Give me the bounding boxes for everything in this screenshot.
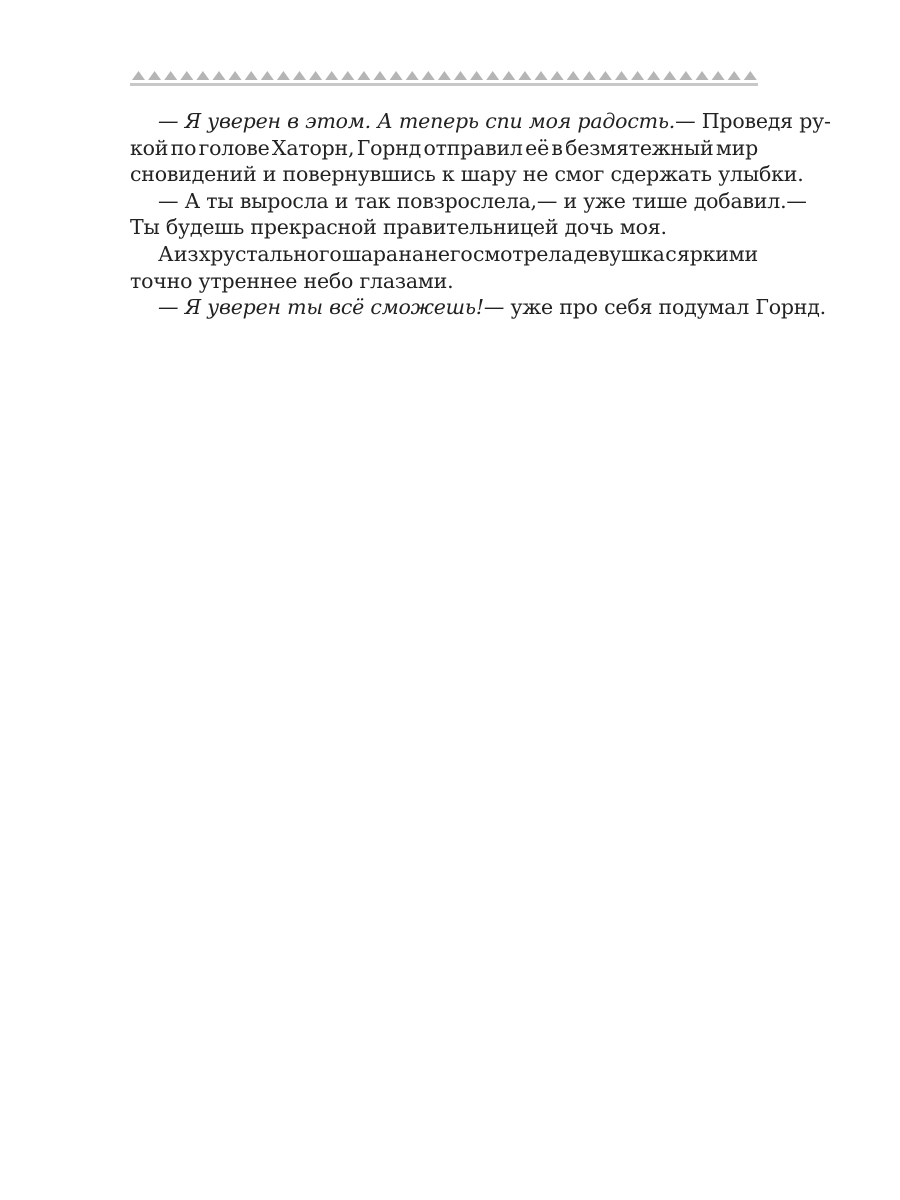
paragraph-1 <box>130 108 831 188</box>
ornament-triangle <box>341 71 354 80</box>
word: него <box>424 241 473 266</box>
ornament-triangle <box>567 71 580 80</box>
word: в <box>551 135 563 160</box>
ornament-triangle <box>357 71 370 80</box>
ornament-triangle <box>293 71 306 80</box>
ornament-triangle <box>325 71 338 80</box>
ornament-triangle <box>744 71 757 80</box>
word: на <box>398 241 424 266</box>
ornament-triangle <box>631 71 644 80</box>
ornament-triangle <box>551 71 564 80</box>
body-text <box>130 108 831 321</box>
ornament-triangle <box>679 71 692 80</box>
word: смотрела <box>473 241 574 266</box>
ornament-triangle <box>615 71 628 80</box>
word: мир <box>715 135 758 160</box>
word: по <box>170 135 197 160</box>
ornament-triangle <box>180 71 193 80</box>
word: из <box>173 241 199 266</box>
text-line <box>130 241 758 268</box>
ornament-line <box>130 83 758 86</box>
word: яркими <box>677 241 758 266</box>
word: девушка <box>573 241 665 266</box>
ornament-triangle <box>245 71 258 80</box>
ornament-divider <box>130 68 758 92</box>
text-line-content: — А ты выросла и так повзрослела,— и уже тише добавил.— <box>158 188 807 213</box>
ornament-triangle <box>277 71 290 80</box>
text-line <box>130 135 758 162</box>
word: с <box>665 241 677 266</box>
ornament-triangle <box>518 71 531 80</box>
word: А <box>158 241 174 266</box>
ornament-triangle <box>309 71 322 80</box>
word: Горнд <box>356 135 422 160</box>
ornament-triangle <box>229 71 242 80</box>
text-line <box>130 188 807 215</box>
text-line: точно утреннее небо глазами. <box>130 268 454 293</box>
ornament-triangle <box>132 71 145 80</box>
triangle-row <box>132 71 757 80</box>
ornament-triangle <box>196 71 209 80</box>
text-line <box>130 108 831 135</box>
italic-speech: — Я уверен в этом. А теперь спи моя радость. <box>158 109 676 133</box>
paragraph-3 <box>130 241 758 294</box>
ornament-triangle <box>486 71 499 80</box>
ornament-triangle <box>148 71 161 80</box>
paragraph-2 <box>130 188 807 241</box>
ornament-triangle <box>647 71 660 80</box>
word: безмятежный <box>565 135 714 160</box>
word: кой <box>130 135 169 160</box>
word: голове <box>198 135 270 160</box>
italic-speech: — Я уверен ты всё сможешь! <box>158 295 484 320</box>
word: шара <box>342 241 398 266</box>
ornament-triangle <box>599 71 612 80</box>
ornament-triangle <box>390 71 403 80</box>
ornament-triangle <box>696 71 709 80</box>
ornament-triangle <box>535 71 548 80</box>
ornament-triangle <box>502 71 515 80</box>
word: её <box>525 135 550 160</box>
word: Хаторн, <box>271 135 355 160</box>
word: отправил <box>423 135 523 160</box>
ornament-triangle <box>164 71 177 80</box>
ornament-triangle <box>438 71 451 80</box>
ornament-triangle <box>422 71 435 80</box>
ornament-triangle <box>712 71 725 80</box>
ornament-triangle <box>454 71 467 80</box>
paragraph-4 <box>130 294 826 321</box>
word: хрустального <box>198 241 342 266</box>
text-line: Ты будешь прекрасной правительницей дочь моя. <box>130 215 667 240</box>
ornament-triangle <box>213 71 226 80</box>
text-line-content <box>130 108 675 135</box>
ornament-triangle <box>470 71 483 80</box>
text-line: сновидений и повернувшись к шару не смог сдержать улыбки. <box>130 162 804 187</box>
text-line <box>130 294 826 321</box>
ornament-triangle <box>406 71 419 80</box>
ornament-triangle <box>728 71 741 80</box>
text-tail: — уже про себя подумал Горнд. <box>483 295 826 320</box>
text-tail: — Проведя ру- <box>675 109 831 133</box>
ornament-triangle <box>261 71 274 80</box>
ornament-triangle <box>663 71 676 80</box>
ornament-triangle <box>374 71 387 80</box>
ornament-triangle <box>583 71 596 80</box>
